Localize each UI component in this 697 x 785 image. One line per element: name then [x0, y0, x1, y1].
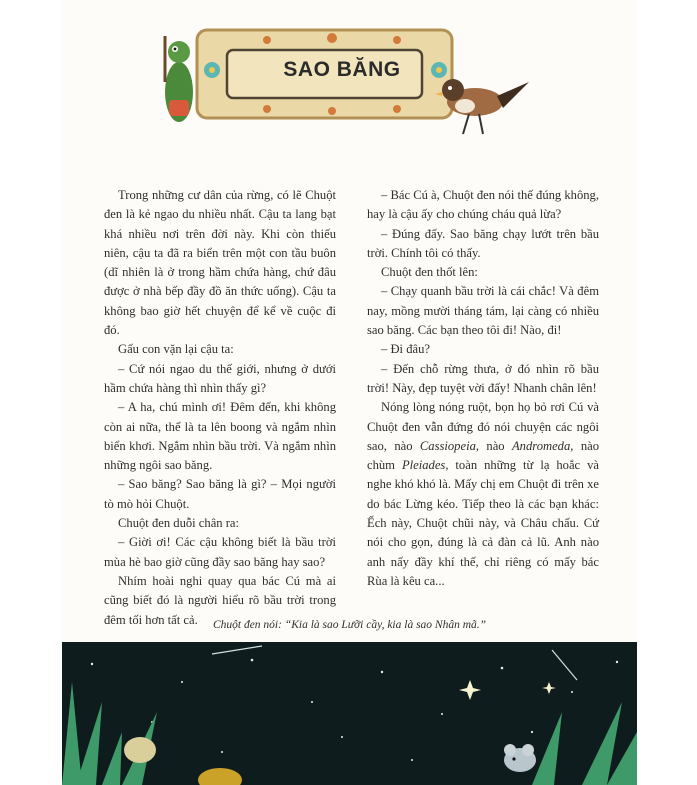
right-column: [367, 186, 599, 591]
night-scene: [62, 642, 637, 785]
night-sky-illustration: [62, 642, 637, 785]
paragraph: Chuột đen thốt lên:: [381, 265, 478, 280]
paragraph: Chuột đen duỗi chân ra:: [118, 516, 240, 531]
text-run: , toàn những từ lạ hoắc và nghe khó khó là. Mấy chị em Chuột đi trên xe do bác Lừng kéo. Tiếp theo là các bạn khác: Ếch này, Chuột chũi này, và Châu chấu. Cứ nói cho gọn, đúng là cả đàn cả lũ. Anh nào anh nấy đầy khí thế, chỉ riêng có mấy bác Rùa là kêu ca...: [367, 458, 599, 588]
paragraph: Nhím hoài nghi quay qua bác Cú mà ai cũng biết đó là người hiểu rõ bầu trời trong đêm tối hơn tất cả.: [104, 573, 336, 627]
grass-icon: [62, 682, 637, 785]
paragraph: – Cứ nói ngao du thế giới, nhưng ở dưới hầm chứa hàng thì nhìn thấy gì?: [104, 361, 336, 395]
constellation-name: Andromeda: [511, 438, 571, 453]
paragraph: – Sao băng? Sao băng là gì? – Mọi người tò mò hỏi Chuột.: [104, 477, 336, 511]
text-run: , nào: [475, 438, 512, 453]
paragraph: – Chạy quanh bầu trời là cái chắc! Và đêm nay, mồng mười tháng tám, lại càng có nhiều sao băng. Các bạn theo tôi đi! Nào, đi!: [367, 284, 599, 338]
paragraph-final: [367, 398, 599, 591]
sparrow-icon: [435, 79, 529, 134]
paragraph: – Giời ơi! Các cậu không biết là bầu trời mùa hè bao giờ cũng đầy sao băng hay sao?: [104, 535, 336, 569]
constellation-name: Pleiades: [401, 458, 446, 473]
paragraph: – Đúng đấy. Sao băng chạy lướt trên bầu trời. Chính tôi có thấy.: [367, 226, 599, 260]
constellation-name: Cassiopeia: [419, 438, 476, 453]
paragraph: – Đi đâu?: [381, 342, 430, 357]
star-icon: [91, 659, 618, 761]
book-page: [62, 0, 637, 785]
paragraph: – A ha, chú mình ơi! Đêm đến, khi không còn ai nữa, thế là ta lên boong và ngắm nhìn biển khơi. Ngắm nhìn bầu trời. Và ngắm nhìn những ngôi sao băng.: [104, 400, 336, 473]
page-title: SAO BĂNG: [283, 58, 401, 81]
bright-star-icon: [459, 680, 556, 700]
paragraph: – Bác Cú à, Chuột đen nói thế đúng không, hay là cậu ấy cho chúng cháu quả lừa?: [367, 188, 599, 222]
paragraph: – Đến chỗ rừng thưa, ở đó nhìn rõ bầu trời! Này, đẹp tuyệt vời đấy! Nhanh chân lên!: [367, 361, 599, 395]
paragraph: Trong những cư dân của rừng, có lẽ Chuột đen là kẻ ngao du nhiều nhất. Cậu ta lang bạt khá nhiều nơi trên đời này. Khi còn thiếu niên, cậu ta đã ra biển trên một con tầu buôn (dĩ nhiên là ở trong hầm chứa hàng, chứ đâu được ở nhà bếp đầy đồ ăn thức uống). Cậu ta không bao giờ hết chuyện để kể về cuộc đi đó.: [104, 188, 336, 338]
illustration-caption: Chuột đen nói: “Kia là sao Lưỡi cầy, kia là sao Nhân mã.”: [212, 619, 487, 631]
text-run: , nào chùm: [367, 438, 599, 473]
shooting-star-icon: [212, 646, 577, 680]
left-column: [104, 186, 336, 630]
text-run: Nóng lòng nóng ruột, bọn họ bỏ rơi Cú và Chuột đen vẫn đứng đó nói chuyện các ngôi sao, nào: [367, 400, 599, 453]
paragraph: Gấu con vặn lại cậu ta:: [118, 342, 234, 357]
mouse-icon: [504, 744, 536, 772]
frog-icon: [165, 36, 193, 122]
